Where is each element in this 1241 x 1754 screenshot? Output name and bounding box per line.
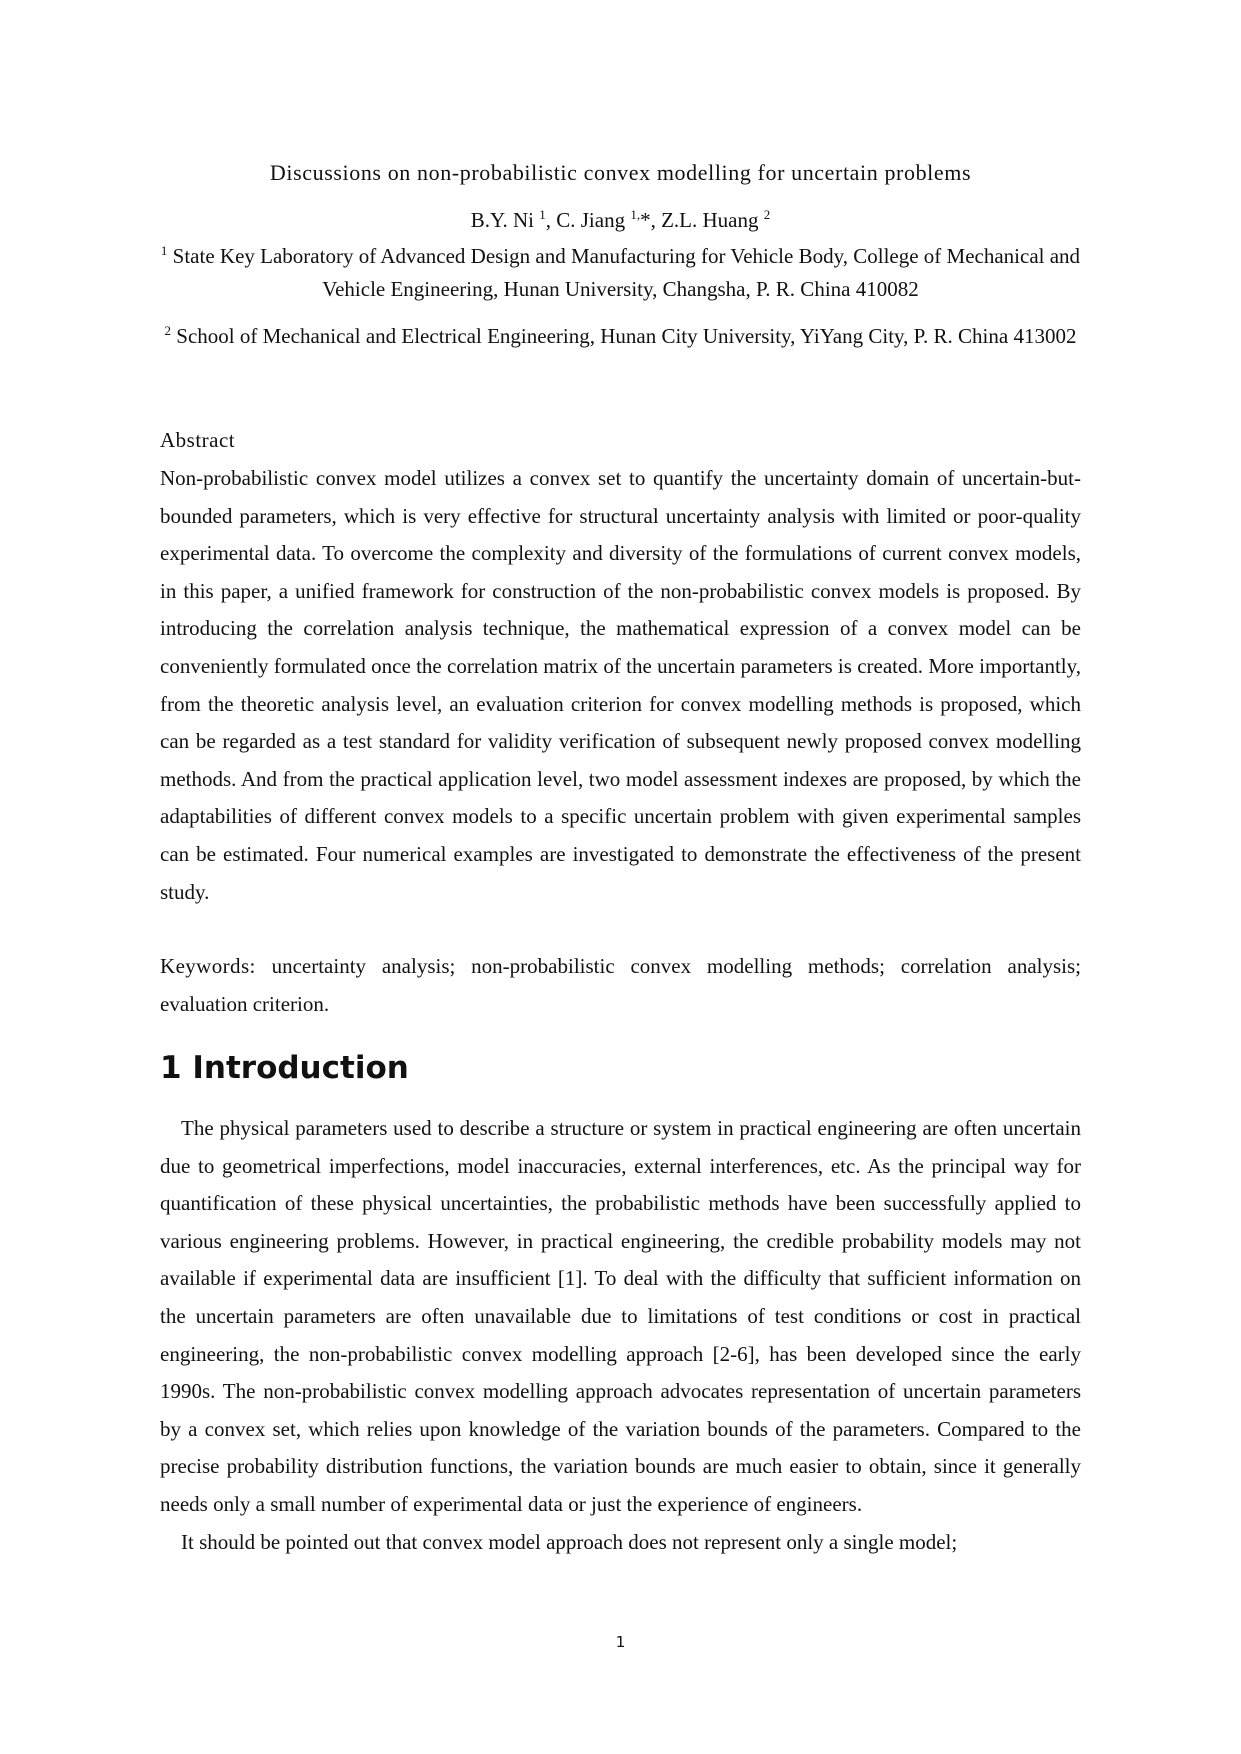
author-line xyxy=(160,208,1081,233)
affiliation-text: School of Mechanical and Electrical Engineering, Hunan City University, YiYang City, P. R. China 413002 xyxy=(171,324,1077,348)
introduction-body xyxy=(160,1110,1081,1561)
author-separator: , xyxy=(545,208,557,232)
author-separator: , xyxy=(650,208,662,232)
affiliation-1 xyxy=(160,240,1081,306)
section-heading-introduction: 1 Introduction xyxy=(160,1050,409,1086)
affiliation-text: State Key Laboratory of Advanced Design and Manufacturing for Vehicle Body, College of Mechanical and Vehicle Engineering, Hunan University, Changsha, P. R. China 410082 xyxy=(167,244,1081,301)
author-affiliation-mark: 2 xyxy=(763,207,771,222)
author-name: C. Jiang xyxy=(556,208,631,232)
keywords-text: uncertainty analysis; non-probabilistic convex modelling methods; correlation analysis; evaluation criterion. xyxy=(160,954,1081,1016)
author-name: B.Y. Ni xyxy=(470,208,540,232)
abstract-body: Non-probabilistic convex model utilizes a convex set to quantify the uncertainty domain of uncertain-but-bounded parameters, which is very effective for structural uncertainty analysis with limited or poor-quality experimental data. To overcome the complexity and diversity of the formulations of current convex models, in this paper, a unified framework for construction of the non-probabilistic convex models is proposed. By introducing the correlation analysis technique, the mathematical expression of a convex model can be conveniently formulated once the correlation matrix of the uncertain parameters is created. More importantly, from the theoretic analysis level, an evaluation criterion for convex modelling methods is proposed, which can be regarded as a test standard for validity verification of subsequent newly proposed convex modelling methods. And from the practical application level, two model assessment indexes are proposed, by which the adaptabilities of different convex models to a specific uncertain problem with given experimental samples can be estimated. Four numerical examples are investigated to demonstrate the effectiveness of the present study. xyxy=(160,466,1081,904)
corresponding-author-mark: * xyxy=(640,208,651,232)
keywords-label: Keywords: xyxy=(160,954,256,978)
affiliation-number: 2 xyxy=(164,323,172,338)
affiliation-number: 1 xyxy=(160,243,168,258)
page-number: 1 xyxy=(615,1633,626,1651)
author-name: Z.L. Huang xyxy=(661,208,764,232)
affiliation-2 xyxy=(160,320,1081,353)
abstract-heading: Abstract xyxy=(160,428,236,452)
paragraph: The physical parameters used to describe a structure or system in practical engineering are often uncertain due to geometrical imperfections, model inaccuracies, external interferences, etc. As the principal way for quantification of these physical uncertainties, the probabilistic methods have been successfully applied to various engineering problems. However, in practical engineering, the credible probability models may not available if experimental data are insufficient [1]. To deal with the difficulty that sufficient information on the uncertain parameters are often unavailable due to limitations of test conditions or cost in practical engineering, the non-probabilistic convex modelling approach [2-6], has been developed since the early 1990s. The non-probabilistic convex modelling approach advocates representation of uncertain parameters by a convex set, which relies upon knowledge of the variation bounds of the parameters. Compared to the precise probability distribution functions, the variation bounds are much easier to obtain, since it generally needs only a small number of experimental data or just the experience of engineers. xyxy=(160,1116,1081,1516)
keywords xyxy=(160,948,1081,1023)
author-affiliation-mark: 1, xyxy=(630,207,641,222)
paper-title: Discussions on non-probabilistic convex modelling for uncertain problems xyxy=(269,160,972,185)
author-affiliation-mark: 1 xyxy=(539,207,546,222)
paragraph: It should be pointed out that convex model approach does not represent only a single model; xyxy=(181,1529,958,1554)
